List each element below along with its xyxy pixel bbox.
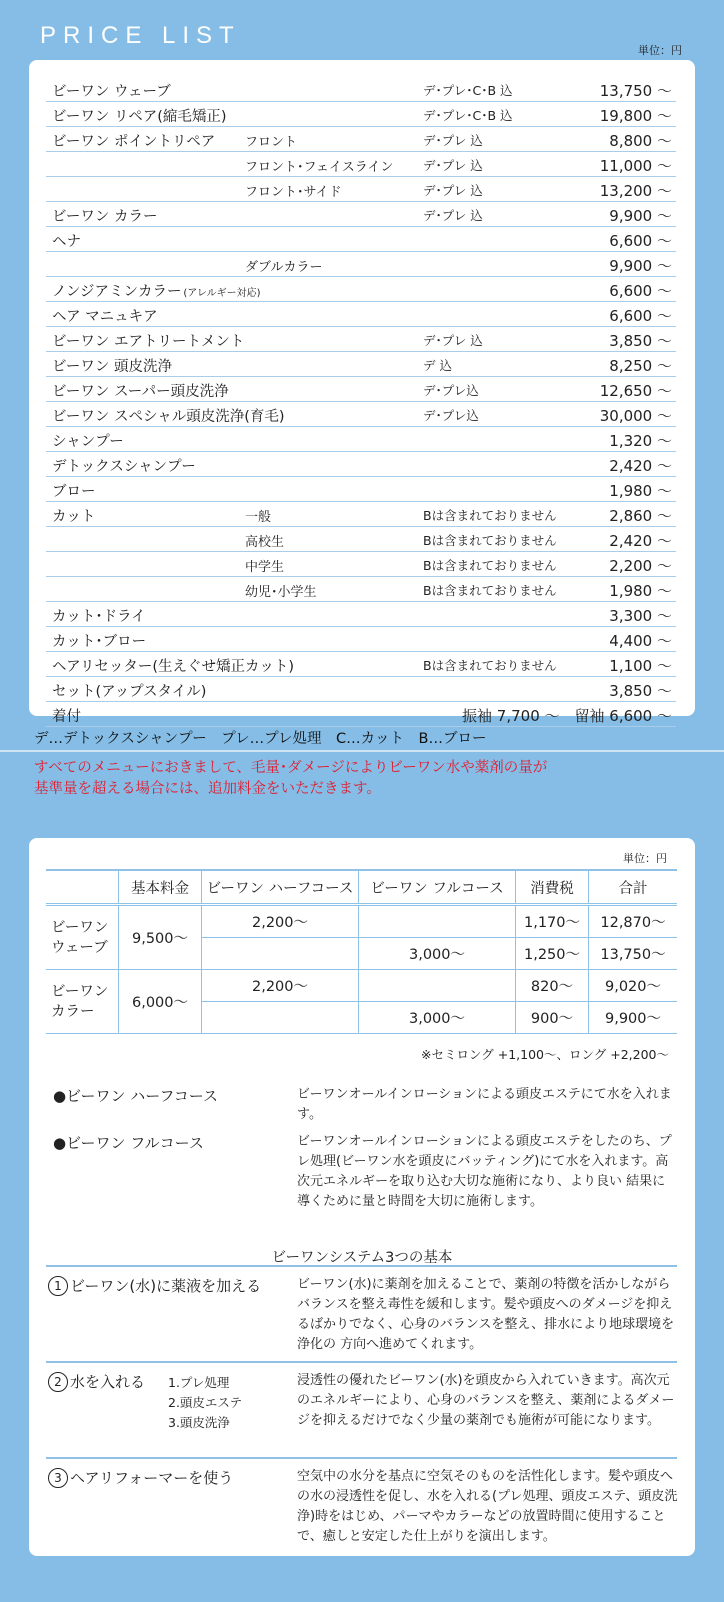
full-course-price bbox=[359, 970, 516, 1002]
menu-price: 4,400 ～ bbox=[609, 632, 672, 650]
menu-price: 12,650 ～ bbox=[599, 382, 672, 400]
menu-includes: デ 込 bbox=[423, 358, 452, 373]
menu-variant: フロント･サイド bbox=[245, 185, 342, 200]
menu-name: ヘアリセッター(生えぐせ矯正カット) bbox=[52, 659, 295, 675]
menu-variant: 幼児･小学生 bbox=[245, 585, 317, 600]
half-course-price: 2,200～ bbox=[202, 905, 359, 938]
total: 9,900～ bbox=[589, 1002, 678, 1034]
menu-name: ビーワン ウェーブ bbox=[52, 84, 171, 100]
table-row bbox=[46, 970, 677, 1002]
price-row bbox=[46, 602, 676, 627]
menu-includes: デ･プレ 込 bbox=[423, 208, 483, 223]
price-row bbox=[46, 302, 676, 327]
system-item-name bbox=[48, 1371, 145, 1392]
price-row bbox=[46, 202, 676, 227]
course-desc-text: ビーワンオールインローションによる頭皮エステにて水を入れます。 bbox=[297, 1087, 672, 1122]
menu-includes: Bは含まれておりません bbox=[423, 508, 557, 523]
price-list-card bbox=[29, 60, 695, 725]
menu-includes: Bは含まれておりません bbox=[423, 658, 557, 673]
menu-variant: フロント･フェイスライン bbox=[245, 160, 394, 175]
menu-includes: デ･プレ 込 bbox=[423, 333, 483, 348]
course-price-table bbox=[46, 869, 677, 1034]
table-header bbox=[46, 870, 119, 905]
step: 3.頭皮洗浄 bbox=[168, 1415, 230, 1430]
menu-variant: フロント bbox=[245, 135, 298, 150]
course-desc-text: ビーワンオールインローションによる頭皮エステをしたのち、プレ処理(ビーワン水を頭皮にバッティング)にて水を入れます。高次元エネルギーを取り込む大切な施術になり、より良い 結果に導くために量と時間を大切に施術します。 bbox=[297, 1134, 672, 1209]
price-row bbox=[46, 177, 676, 202]
menu-price: 2,860 ～ bbox=[609, 507, 672, 525]
menu-note-wrap bbox=[183, 284, 260, 300]
system-title: ビーワンシステム3つの基本 bbox=[271, 1250, 453, 1266]
system-item-name bbox=[48, 1275, 261, 1296]
system-item-label: ヘアリフォーマーを使う bbox=[70, 1469, 234, 1487]
price-row bbox=[46, 227, 676, 252]
price-row bbox=[46, 427, 676, 452]
price-list bbox=[46, 77, 676, 727]
menu-name: ノンジアミンカラー bbox=[52, 284, 182, 300]
menu-includes: デ･プレ･C･B 込 bbox=[423, 83, 513, 98]
menu-price: 3,850 ～ bbox=[609, 332, 672, 350]
menu-price: 13,750 ～ bbox=[599, 82, 672, 100]
table-header: 基本料金 bbox=[119, 870, 202, 905]
price-row bbox=[46, 327, 676, 352]
course-card bbox=[29, 838, 695, 1556]
half-course-price bbox=[202, 1002, 359, 1034]
row-label bbox=[46, 970, 119, 1034]
menu-includes: Bは含まれておりません bbox=[423, 583, 557, 598]
menu-name: ビーワン リペア(縮毛矯正) bbox=[52, 109, 227, 125]
total: 9,020～ bbox=[589, 970, 678, 1002]
price-row bbox=[46, 102, 676, 127]
course-name: ●ビーワン ハーフコース bbox=[53, 1087, 219, 1105]
price-row bbox=[46, 502, 676, 527]
price-row bbox=[46, 702, 676, 727]
price-row bbox=[46, 277, 676, 302]
price-row bbox=[46, 527, 676, 552]
system-item-desc: 空気中の水分を基点に空気そのものを活性化します。髪や頭皮への水の浸透性を促し、水を入れる(プレ処理、頭皮エステ、頭皮洗浄)時をはじめ、パーマやカラーなどの放置時間に使用することで、癒しと安定した仕上がりを演出します。 bbox=[297, 1469, 678, 1544]
table-row bbox=[46, 905, 677, 938]
menu-name: ビーワン スペシャル頭皮洗浄(育毛) bbox=[52, 409, 285, 425]
price-row bbox=[46, 377, 676, 402]
menu-price: 8,250 ～ bbox=[609, 357, 672, 375]
step: 2.頭皮エステ bbox=[168, 1395, 243, 1410]
system-item-name bbox=[48, 1467, 233, 1488]
price-row bbox=[46, 652, 676, 677]
menu-price: 13,200 ～ bbox=[599, 182, 672, 200]
menu-includes: デ･プレ込 bbox=[423, 383, 479, 398]
menu-price: 9,900 ～ bbox=[609, 207, 672, 225]
price-row bbox=[46, 252, 676, 277]
menu-name: デトックスシャンプー bbox=[52, 459, 196, 475]
tax: 1,250～ bbox=[516, 938, 589, 970]
menu-name: カット･ドライ bbox=[52, 609, 146, 625]
table-header: 合計 bbox=[589, 870, 678, 905]
menu-variant: 中学生 bbox=[245, 560, 285, 575]
system-item bbox=[46, 1265, 677, 1361]
table-header: ビーワン ハーフコース bbox=[202, 870, 359, 905]
menu-price: 3,850 ～ bbox=[609, 682, 672, 700]
price-row bbox=[46, 627, 676, 652]
menu-includes: デ･プレ 込 bbox=[423, 183, 483, 198]
menu-name: カット･ブロー bbox=[52, 634, 147, 650]
menu-price: 振袖 7,700 ～ 留袖 6,600 ～ bbox=[462, 707, 672, 725]
base-price: 6,000～ bbox=[119, 970, 202, 1034]
menu-name: ビーワン ポイントリペア bbox=[52, 134, 216, 150]
full-course-price bbox=[359, 905, 516, 938]
row-label-line: ウェーブ bbox=[51, 939, 108, 956]
half-course-price: 2,200～ bbox=[202, 970, 359, 1002]
system-item-label: ビーワン(水)に薬液を加える bbox=[70, 1277, 262, 1295]
price-row bbox=[46, 452, 676, 477]
unit-label: 単位：円 bbox=[638, 44, 682, 57]
menu-name: ブロー bbox=[52, 484, 96, 500]
menu-price: 9,900 ～ bbox=[609, 257, 672, 275]
menu-name: ビーワン エアトリートメント bbox=[52, 334, 245, 350]
divider bbox=[0, 750, 724, 752]
menu-price: 30,000 ～ bbox=[599, 407, 672, 425]
price-row bbox=[46, 127, 676, 152]
menu-name: 着付 bbox=[52, 709, 81, 725]
price-row bbox=[46, 402, 676, 427]
number-badge: 1 bbox=[48, 1276, 68, 1296]
menu-name: ヘア マニュキア bbox=[52, 309, 158, 325]
row-label bbox=[46, 905, 119, 970]
total: 12,870～ bbox=[589, 905, 678, 938]
menu-name: シャンプー bbox=[52, 434, 124, 450]
course-description bbox=[53, 1085, 673, 1129]
table-header: 消費税 bbox=[516, 870, 589, 905]
menu-price: 6,600 ～ bbox=[609, 232, 672, 250]
notice-line: すべてのメニューにおきまして、毛量･ダメージによりビーワン水や薬剤の量が bbox=[34, 760, 548, 776]
price-row bbox=[46, 352, 676, 377]
menu-variant: ダブルカラー bbox=[245, 260, 323, 275]
row-label-line: ビーワン bbox=[51, 983, 109, 1000]
system-item bbox=[46, 1361, 677, 1457]
step: 1.プレ処理 bbox=[168, 1375, 230, 1390]
price-row bbox=[46, 677, 676, 702]
table-header: ビーワン フルコース bbox=[359, 870, 516, 905]
menu-price: 3,300 ～ bbox=[609, 607, 672, 625]
system-item-steps bbox=[168, 1373, 242, 1433]
system-item-desc: ビーワン(水)に薬剤を加えることで、薬剤の特徴を活かしながらバランスを整え毒性を緩和します。髪や頭皮へのダメージを抑えるばかりでなく、心身のバランスを整え、排水により地球環境を浄化の 方向へ進めてくれます。 bbox=[297, 1277, 675, 1352]
menu-price: 19,800 ～ bbox=[599, 107, 672, 125]
menu-name: ヘナ bbox=[52, 234, 81, 250]
course-name: ●ビーワン フルコース bbox=[53, 1134, 204, 1152]
price-row bbox=[46, 152, 676, 177]
menu-price: 1,980 ～ bbox=[609, 482, 672, 500]
menu-price: 2,200 ～ bbox=[609, 557, 672, 575]
tax: 900～ bbox=[516, 1002, 589, 1034]
menu-variant: 高校生 bbox=[245, 535, 285, 550]
menu-name: ビーワン 頭皮洗浄 bbox=[52, 359, 173, 375]
tax: 820～ bbox=[516, 970, 589, 1002]
course-description bbox=[53, 1132, 673, 1216]
row-label-line: カラー bbox=[51, 1003, 95, 1020]
menu-variant: 一般 bbox=[245, 510, 272, 525]
row-label-line: ビーワン bbox=[51, 919, 109, 936]
menu-price: 6,600 ～ bbox=[609, 307, 672, 325]
base-price: 9,500～ bbox=[119, 905, 202, 970]
menu-price: 6,600 ～ bbox=[609, 282, 672, 300]
total: 13,750～ bbox=[589, 938, 678, 970]
tax: 1,170～ bbox=[516, 905, 589, 938]
menu-note: (アレルギー対応) bbox=[183, 288, 261, 299]
menu-price: 1,320 ～ bbox=[609, 432, 672, 450]
menu-price: 2,420 ～ bbox=[609, 457, 672, 475]
menu-includes: デ･プレ 込 bbox=[423, 158, 483, 173]
number-badge: 2 bbox=[48, 1372, 68, 1392]
menu-price: 11,000 ～ bbox=[599, 157, 672, 175]
menu-price: 1,100 ～ bbox=[609, 657, 672, 675]
abbreviation-legend: デ…デトックスシャンプー プレ…プレ処理 C…カット B…ブロー bbox=[34, 731, 487, 747]
menu-includes: デ･プレ込 bbox=[423, 408, 479, 423]
full-course-price: 3,000～ bbox=[359, 1002, 516, 1034]
additional-fee-notice bbox=[34, 758, 674, 800]
menu-includes: デ･プレ･C･B 込 bbox=[423, 108, 513, 123]
number-badge: 3 bbox=[48, 1468, 68, 1488]
menu-name: ビーワン カラー bbox=[52, 209, 158, 225]
menu-name: セット(アップスタイル) bbox=[52, 684, 207, 700]
price-row bbox=[46, 77, 676, 102]
notice-line: 基準量を超える場合には、追加料金をいただきます。 bbox=[34, 781, 381, 797]
menu-includes: Bは含まれておりません bbox=[423, 533, 557, 548]
menu-name: ビーワン スーパー頭皮洗浄 bbox=[52, 384, 229, 400]
unit-label: 単位：円 bbox=[623, 852, 667, 865]
system-item-desc: 浸透性の優れたビーワン(水)を頭皮から入れていきます。高次元のエネルギーにより、心身のバランスを整え、薬剤によるダメージを抑えるだけでなく少量の薬剤でも施術が可能になります。 bbox=[297, 1373, 675, 1428]
menu-name: カット bbox=[52, 509, 96, 525]
menu-price: 2,420 ～ bbox=[609, 532, 672, 550]
full-course-price: 3,000～ bbox=[359, 938, 516, 970]
menu-includes: Bは含まれておりません bbox=[423, 558, 557, 573]
price-row bbox=[46, 552, 676, 577]
system-item bbox=[46, 1457, 677, 1553]
price-row bbox=[46, 577, 676, 602]
page-title: PRICE LIST bbox=[40, 22, 241, 49]
half-course-price bbox=[202, 938, 359, 970]
system-item-label: 水を入れる bbox=[70, 1373, 146, 1391]
length-surcharge-note: ※セミロング +1,100～、ロング +2,200～ bbox=[421, 1047, 669, 1062]
price-row bbox=[46, 477, 676, 502]
menu-price: 8,800 ～ bbox=[609, 132, 672, 150]
menu-includes: デ･プレ 込 bbox=[423, 133, 483, 148]
menu-price: 1,980 ～ bbox=[609, 582, 672, 600]
